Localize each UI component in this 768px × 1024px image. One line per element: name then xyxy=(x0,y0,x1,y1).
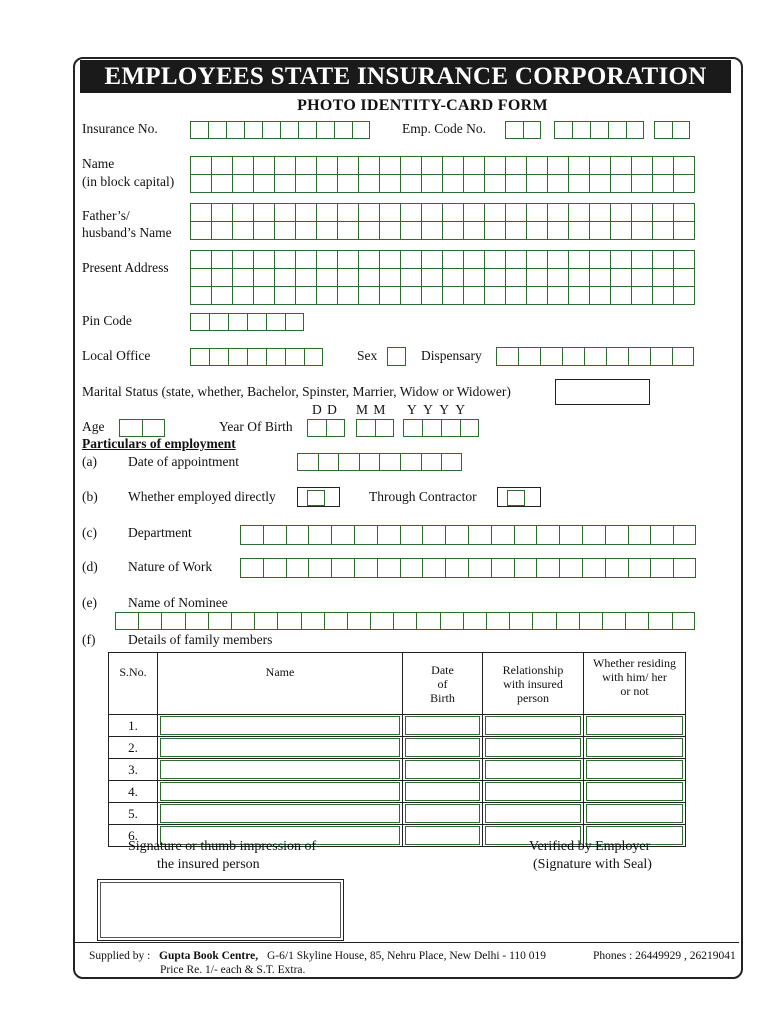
row-sno: 3. xyxy=(109,759,158,781)
row-relationship-cell[interactable] xyxy=(483,737,584,759)
row-dob-cell[interactable] xyxy=(403,803,483,825)
nature-of-work-label: Nature of Work xyxy=(128,559,213,574)
item-b-key: (b) xyxy=(82,489,98,504)
row-dob-cell[interactable] xyxy=(403,781,483,803)
insured-signature-sublabel: the insured person xyxy=(157,857,260,872)
row-dob-cell[interactable] xyxy=(403,737,483,759)
dob-month-boxes[interactable] xyxy=(356,419,394,437)
name-label: Name xyxy=(82,156,115,171)
supplied-by-label: Supplied by : xyxy=(89,950,151,962)
dob-year-boxes[interactable] xyxy=(403,419,479,437)
signature-box-inner xyxy=(100,882,341,938)
row-sno: 2. xyxy=(109,737,158,759)
table-row xyxy=(109,803,686,825)
marital-status-label: Marital Status (state, whether, Bachelor, Spinster, Marrier, Widow or Widower) xyxy=(82,384,511,399)
local-office-label: Local Office xyxy=(82,348,151,363)
col-dob-line2: of xyxy=(437,676,448,691)
father-name-label: Father’s/ xyxy=(82,208,130,223)
row-dob-cell[interactable] xyxy=(403,759,483,781)
item-c-key: (c) xyxy=(82,525,97,540)
sex-box[interactable] xyxy=(387,347,406,366)
col-rel-line1: Relationship xyxy=(502,662,564,677)
row-sno: 6. xyxy=(109,825,158,847)
row-name-cell[interactable] xyxy=(158,759,403,781)
emp-code-no-label: Emp. Code No. xyxy=(402,121,486,136)
family-members-table xyxy=(108,652,686,847)
marital-status-box[interactable] xyxy=(555,379,650,405)
row-sno: 1. xyxy=(109,715,158,737)
row-name-cell[interactable] xyxy=(158,781,403,803)
row-residing-cell[interactable] xyxy=(584,737,686,759)
row-dob-cell[interactable] xyxy=(403,715,483,737)
age-label: Age xyxy=(82,419,105,434)
date-of-appointment-boxes[interactable] xyxy=(297,453,462,471)
supplier-address: G-6/1 Skyline House, 85, Nehru Place, New Delhi - 110 019 xyxy=(267,950,547,962)
table-row xyxy=(109,759,686,781)
col-res-line1: Whether residing xyxy=(593,656,676,670)
sex-label: Sex xyxy=(357,348,378,363)
form-subtitle: PHOTO IDENTITY-CARD FORM xyxy=(297,97,548,114)
nominee-boxes[interactable] xyxy=(115,612,695,630)
col-dob xyxy=(403,653,483,715)
father-name-grid[interactable] xyxy=(190,203,695,240)
through-contractor-label: Through Contractor xyxy=(369,489,477,504)
through-contractor-checkbox[interactable] xyxy=(507,490,525,506)
row-relationship-cell[interactable] xyxy=(483,715,584,737)
table-row xyxy=(109,781,686,803)
insurance-no-label: Insurance No. xyxy=(82,121,158,136)
row-relationship-cell[interactable] xyxy=(483,759,584,781)
emp-code-boxes-3[interactable] xyxy=(654,121,690,139)
local-office-boxes[interactable] xyxy=(190,348,323,366)
emp-code-boxes-2[interactable] xyxy=(554,121,644,139)
row-residing-cell[interactable] xyxy=(584,715,686,737)
col-rel-line3: person xyxy=(517,690,549,705)
table-row xyxy=(109,715,686,737)
col-res-line2: with him/ her xyxy=(602,670,667,684)
col-relationship xyxy=(483,653,584,715)
employed-directly-checkbox[interactable] xyxy=(307,490,325,506)
pin-code-label: Pin Code xyxy=(82,313,132,328)
item-a-key: (a) xyxy=(82,454,97,469)
row-name-cell[interactable] xyxy=(158,715,403,737)
department-label: Department xyxy=(128,525,192,540)
col-dob-line1: Date xyxy=(431,662,454,677)
row-name-cell[interactable] xyxy=(158,803,403,825)
department-boxes[interactable] xyxy=(240,525,696,545)
employer-seal-label: (Signature with Seal) xyxy=(533,857,652,872)
row-dob-cell[interactable] xyxy=(403,825,483,847)
item-e-key: (e) xyxy=(82,595,97,610)
employment-heading: Particulars of employment xyxy=(82,436,236,451)
table-row xyxy=(109,737,686,759)
row-sno: 5. xyxy=(109,803,158,825)
present-address-grid[interactable] xyxy=(190,250,695,305)
col-dob-line3: Birth xyxy=(430,690,455,705)
col-residing xyxy=(584,653,686,715)
nature-of-work-boxes[interactable] xyxy=(240,558,696,578)
dispensary-label: Dispensary xyxy=(421,348,482,363)
pin-code-boxes[interactable] xyxy=(190,313,304,331)
form-header-title: EMPLOYEES STATE INSURANCE CORPORATION xyxy=(80,60,731,93)
row-residing-cell[interactable] xyxy=(584,759,686,781)
col-res-line3: or not xyxy=(620,684,649,698)
col-sno: S.No. xyxy=(109,653,158,715)
row-name-cell[interactable] xyxy=(158,737,403,759)
item-f-key: (f) xyxy=(82,632,96,647)
insured-signature-label: Signature or thumb impression of xyxy=(128,839,317,854)
row-residing-cell[interactable] xyxy=(584,781,686,803)
row-residing-cell[interactable] xyxy=(584,803,686,825)
name-sublabel: (in block capital) xyxy=(82,174,175,189)
family-members-label: Details of family members xyxy=(128,632,273,647)
mm-label: M M xyxy=(356,402,387,417)
date-of-appointment-label: Date of appointment xyxy=(128,454,239,469)
row-relationship-cell[interactable] xyxy=(483,803,584,825)
supplier-name: Gupta Book Centre, xyxy=(159,950,259,962)
row-sno: 4. xyxy=(109,781,158,803)
col-rel-line2: with insured xyxy=(503,676,563,691)
employer-verified-label: Verified by Employer xyxy=(529,839,651,854)
supplier-phones: Phones : 26449929 , 26219041 xyxy=(593,950,736,962)
dd-label: D D xyxy=(312,402,338,417)
item-d-key: (d) xyxy=(82,559,98,574)
price-note: Price Re. 1/- each & S.T. Extra. xyxy=(160,964,306,976)
age-boxes[interactable] xyxy=(119,419,165,437)
col-name: Name xyxy=(158,653,403,715)
dispensary-boxes[interactable] xyxy=(496,347,694,366)
name-grid[interactable] xyxy=(190,156,695,193)
father-name-sublabel: husband’s Name xyxy=(82,225,172,240)
emp-code-boxes-1[interactable] xyxy=(505,121,541,139)
yyyy-label: Y Y Y Y xyxy=(407,402,468,417)
present-address-label: Present Address xyxy=(82,260,169,275)
employed-directly-label: Whether employed directly xyxy=(128,489,276,504)
year-of-birth-label: Year Of Birth xyxy=(219,419,293,434)
footer-divider xyxy=(75,942,739,943)
name-of-nominee-label: Name of Nominee xyxy=(128,595,228,610)
insurance-no-boxes[interactable] xyxy=(190,121,370,139)
dob-day-boxes[interactable] xyxy=(307,419,345,437)
row-relationship-cell[interactable] xyxy=(483,781,584,803)
